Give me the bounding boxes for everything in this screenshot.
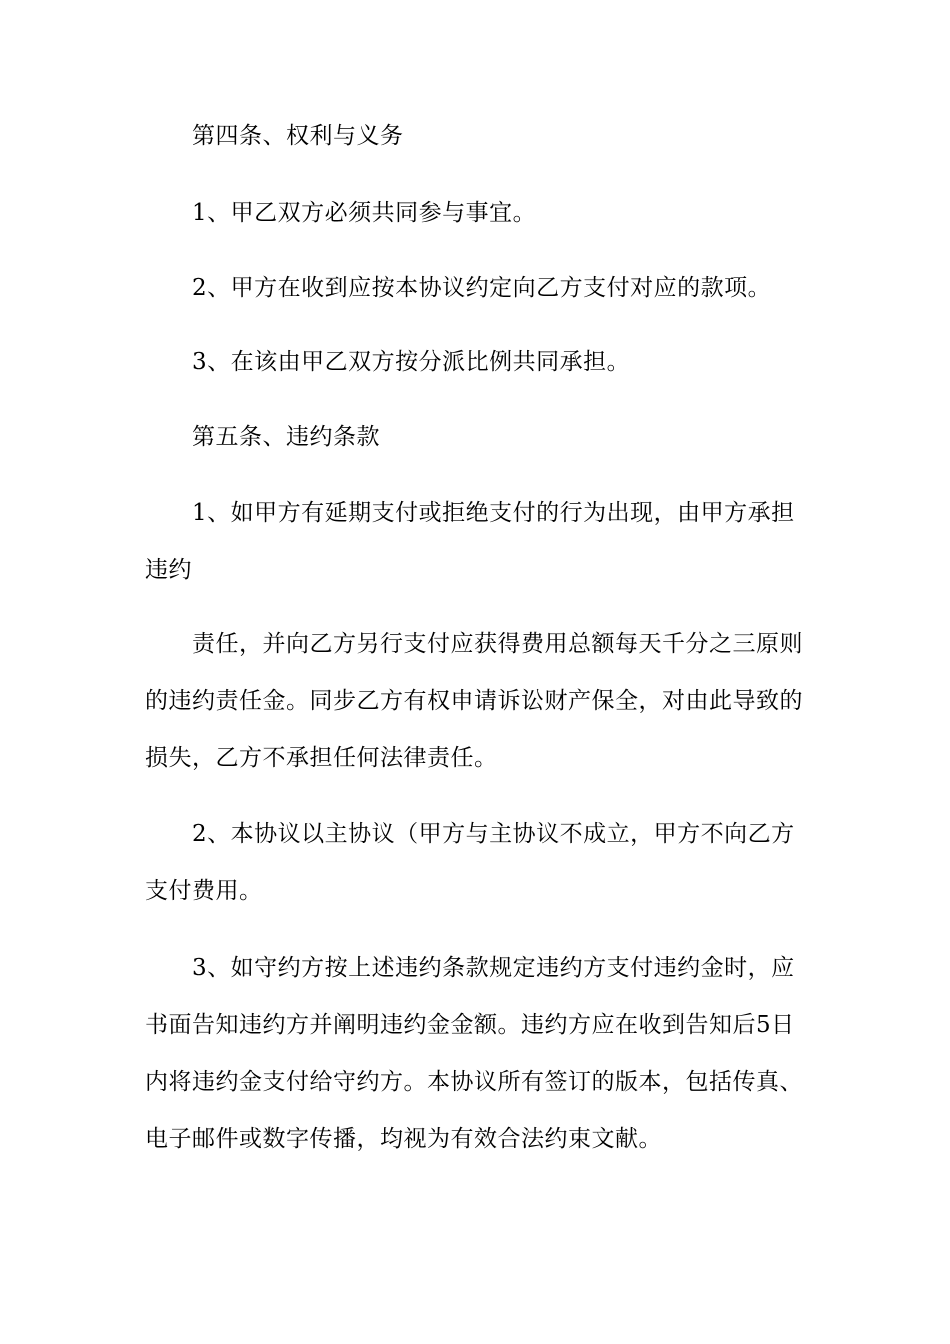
clause-5-1-continued: 责任，并向乙方另行支付应获得费用总额每天千分之三原则的违约责任金。同步乙方有权申请诉讼财产保全，对由此导致的损失，乙方不承担任何法律责任。	[145, 631, 803, 771]
clause-5-3: 3、如守约方按上述违约条款规定违约方支付违约金时，应书面告知违约方并阐明违约金金额。违约方应在收到告知后5日内将违约金支付给守约方。本协议所有签订的版本，包括传真、电子邮件或数字传播，均视为有效合法约束文献。	[145, 955, 803, 1152]
clause-4-3: 3、在该由甲乙双方按分派比例共同承担。	[192, 349, 631, 375]
clause-5-2: 2、本协议以主协议（甲方与主协议不成立，甲方不向乙方支付费用。	[145, 821, 795, 904]
clause-5-1: 1、如甲方有延期支付或拒绝支付的行为出现，由甲方承担违约	[145, 500, 795, 583]
clause-4-1: 1、甲乙双方必须共同参与事宜。	[192, 200, 537, 226]
section-heading-article-5: 第五条、违约条款	[192, 424, 380, 450]
section-heading-article-4: 第四条、权利与义务	[192, 123, 404, 149]
clause-4-2: 2、甲方在收到应按本协议约定向乙方支付对应的款项。	[192, 275, 772, 301]
